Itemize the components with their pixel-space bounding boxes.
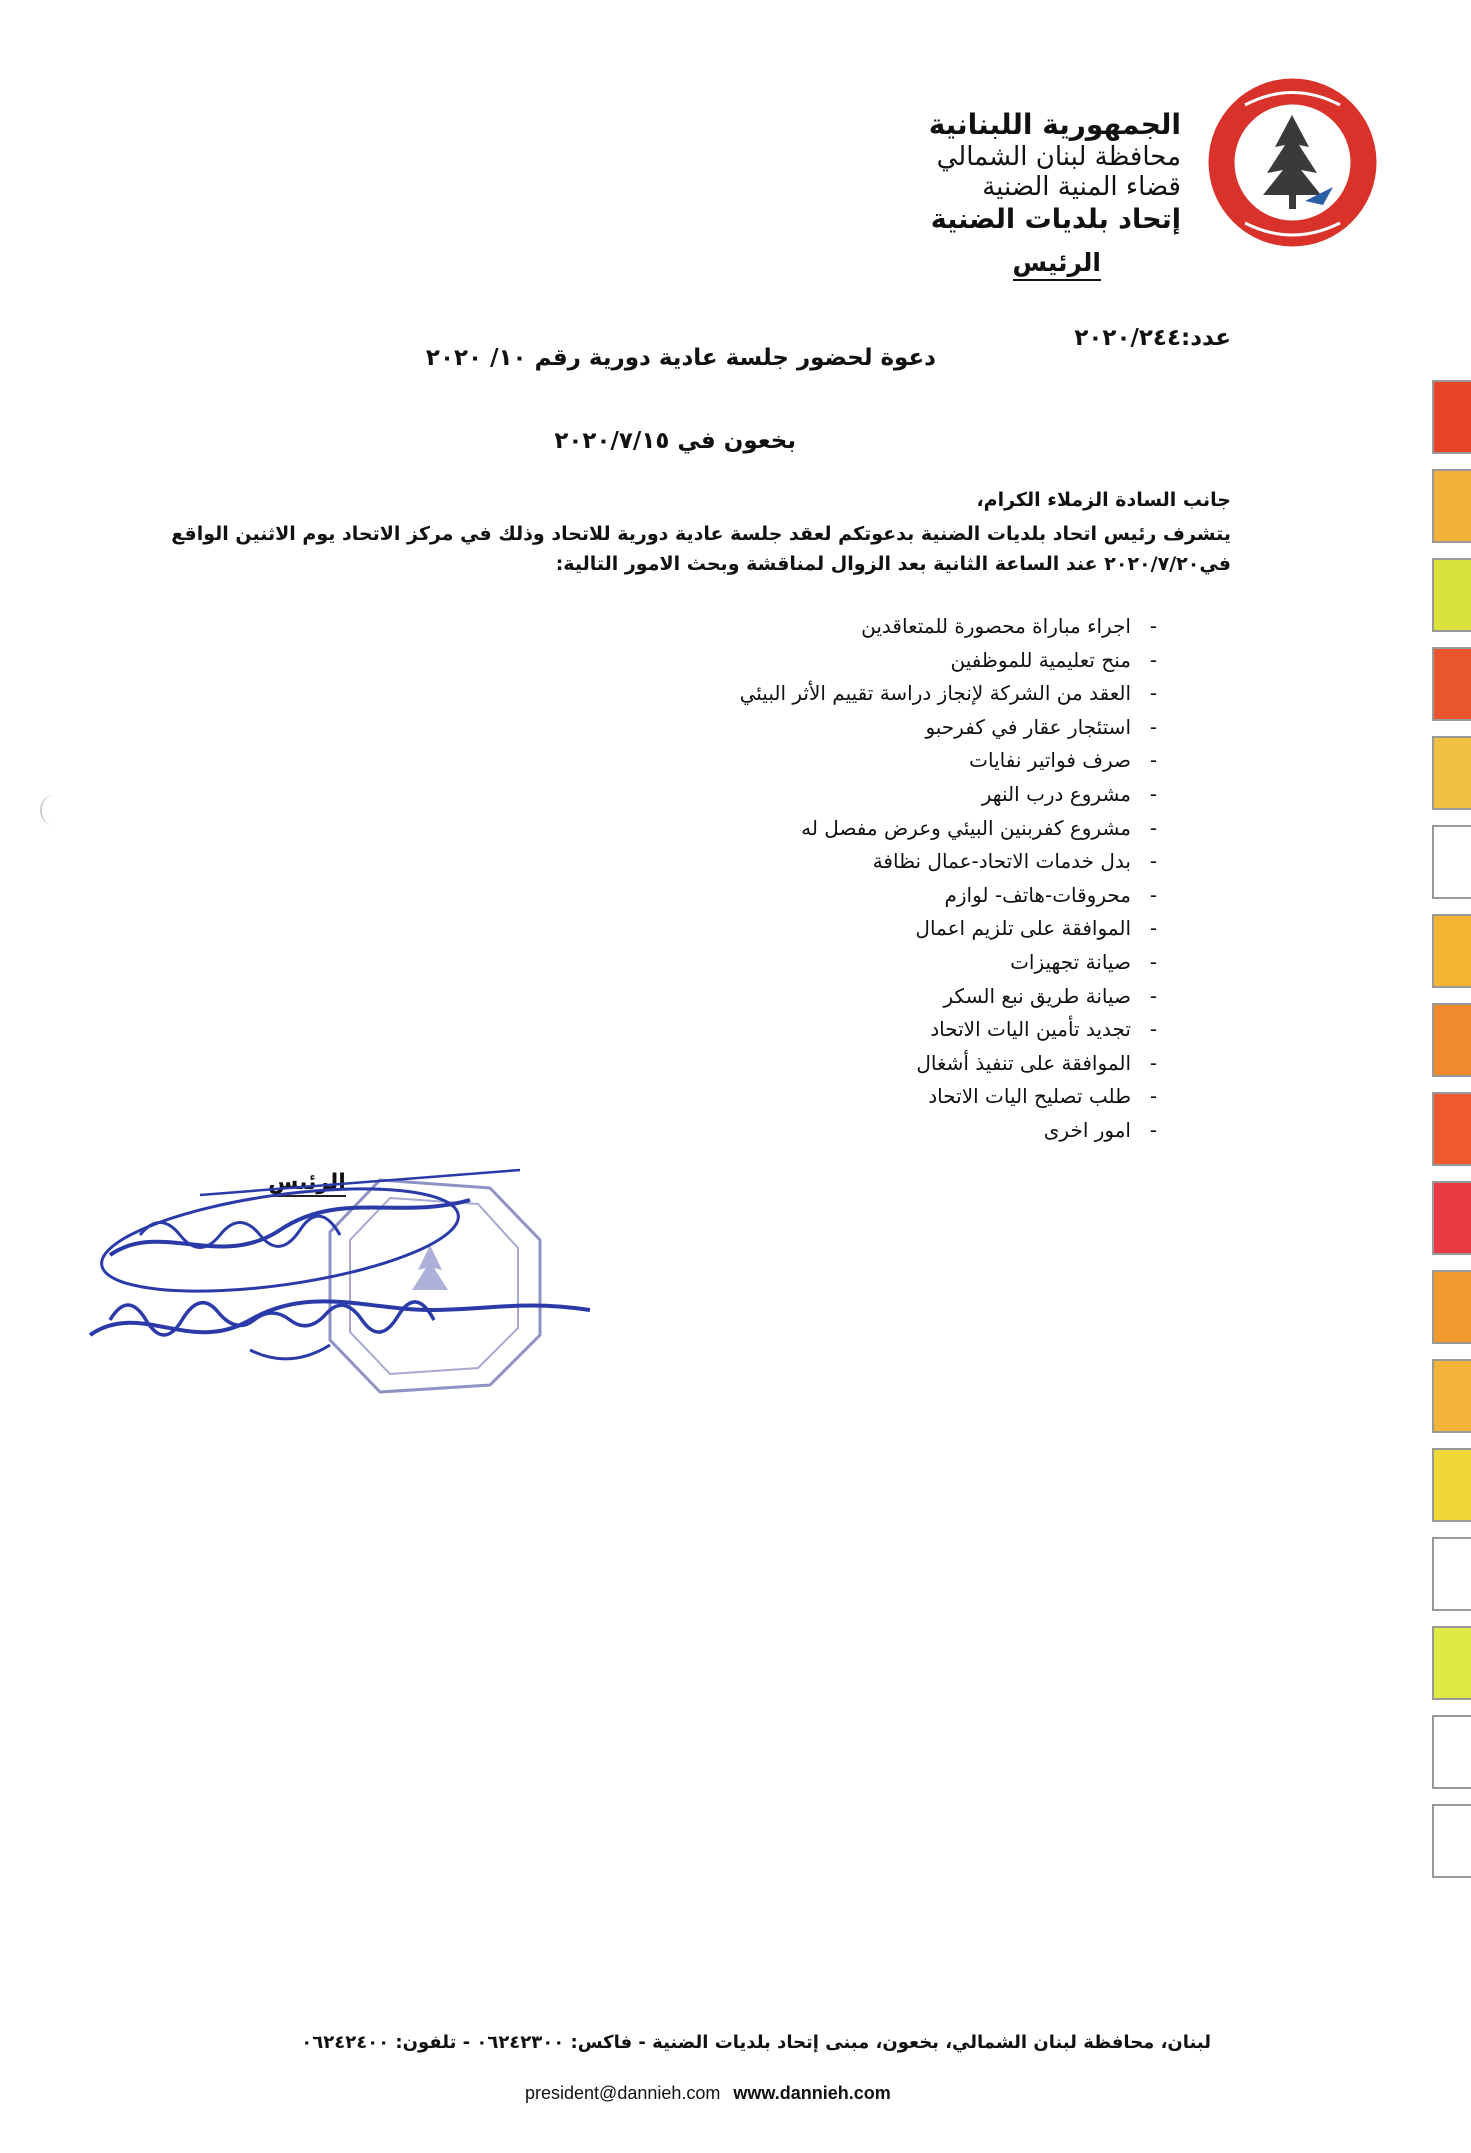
color-tab <box>1432 1181 1471 1255</box>
letter-body <box>171 485 1231 579</box>
agenda-item: -اجراء مباراة محصورة للمتعاقدين <box>861 614 1158 638</box>
footer-email[interactable]: president@dannieh.com <box>525 2083 721 2103</box>
color-tab <box>1432 1626 1471 1700</box>
scan-edge-mark <box>40 795 54 825</box>
body-paragraph: يتشرف رئيس اتحاد بلديات الضنية بدعوتكم لعقد جلسة عادية دورية للاتحاد وذلك في مركز الاتحاد يوم الاثنين الواقع في٢٠٢٠/٧/٢٠ عند الساعة الثانية بعد الزوال لمناقشة وبحث الامور التالية: <box>171 523 1231 575</box>
color-tab <box>1432 825 1471 899</box>
agenda-item: -طلب تصليح اليات الاتحاد <box>928 1084 1158 1109</box>
agenda-item: -استئجار عقار في كفرحبو <box>925 714 1158 739</box>
color-tab <box>1432 647 1471 721</box>
color-tab <box>1432 1092 1471 1166</box>
agenda-item: -محروقات-هاتف- لوازم <box>944 882 1158 907</box>
color-tab <box>1432 1715 1471 1789</box>
agenda-item: -منح تعليمية للموظفين <box>950 647 1158 672</box>
place-date: بخعون في ٢٠٢٠/٧/١٥ <box>554 428 796 454</box>
color-tab <box>1432 1270 1471 1344</box>
reference-number: عدد:٢٠٢٠/٢٤٤ <box>1074 325 1231 351</box>
agenda-item: -مشروع درب النهر <box>981 781 1158 806</box>
color-tab <box>1432 914 1471 988</box>
agenda-item: -العقد من الشركة لإنجاز دراسة تقييم الأثر البيئي <box>739 681 1158 706</box>
district-name: قضاء المنية الضنية <box>982 172 1181 202</box>
signature-title: الرئيس <box>268 1170 346 1195</box>
union-name: إتحاد بلديات الضنية <box>930 204 1181 235</box>
color-tab <box>1432 1003 1471 1077</box>
agenda-item: -صرف فواتير نفايات <box>969 748 1158 773</box>
color-tab <box>1432 1448 1471 1522</box>
color-tab <box>1432 1359 1471 1433</box>
agenda-item: -مشروع كفربنين البيئي وعرض مفصل له <box>801 815 1158 840</box>
footer-address: لبنان، محافظة لبنان الشمالي، بخعون، مبنى إتحاد بلديات الضنية - فاكس: ٠٦٢٤٢٣٠٠ - تلفون: ٠٦٢٤٢٤٠٠ <box>301 2032 1211 2053</box>
country-name: الجمهورية اللبنانية <box>928 108 1181 141</box>
color-tab <box>1432 1804 1471 1878</box>
office-title: الرئيس <box>1013 248 1101 281</box>
salutation: جانب السادة الزملاء الكرام، <box>976 489 1231 511</box>
color-tab <box>1432 736 1471 810</box>
color-tab <box>1432 1537 1471 1611</box>
agenda-item: -بدل خدمات الاتحاد-عمال نظافة <box>872 849 1158 874</box>
union-logo-icon <box>1205 75 1380 250</box>
agenda-item: -صيانة تجهيزات <box>1010 949 1158 974</box>
color-tab <box>1432 558 1471 632</box>
color-tab <box>1432 380 1471 454</box>
agenda-item: -تجديد تأمين اليات الاتحاد <box>930 1017 1158 1042</box>
agenda-item: -صيانة طريق نبع السكر <box>943 983 1158 1008</box>
agenda-item: -الموافقة على تلزيم اعمال <box>915 916 1158 941</box>
footer-website[interactable]: www.dannieh.com <box>733 2083 891 2103</box>
color-tab <box>1432 469 1471 543</box>
agenda-item: -الموافقة على تنفيذ أشغال <box>916 1050 1158 1075</box>
letter-subject: دعوة لحضور جلسة عادية دورية رقم ١٠/ ٢٠٢٠ <box>425 345 936 371</box>
agenda-list <box>740 610 1176 1148</box>
footer-contacts <box>525 2083 891 2104</box>
governorate-name: محافظة لبنان الشمالي <box>936 142 1181 172</box>
agenda-item: -امور اخرى <box>1043 1117 1158 1142</box>
letterhead <box>821 108 1181 281</box>
signature-stamp-icon <box>50 1160 610 1430</box>
